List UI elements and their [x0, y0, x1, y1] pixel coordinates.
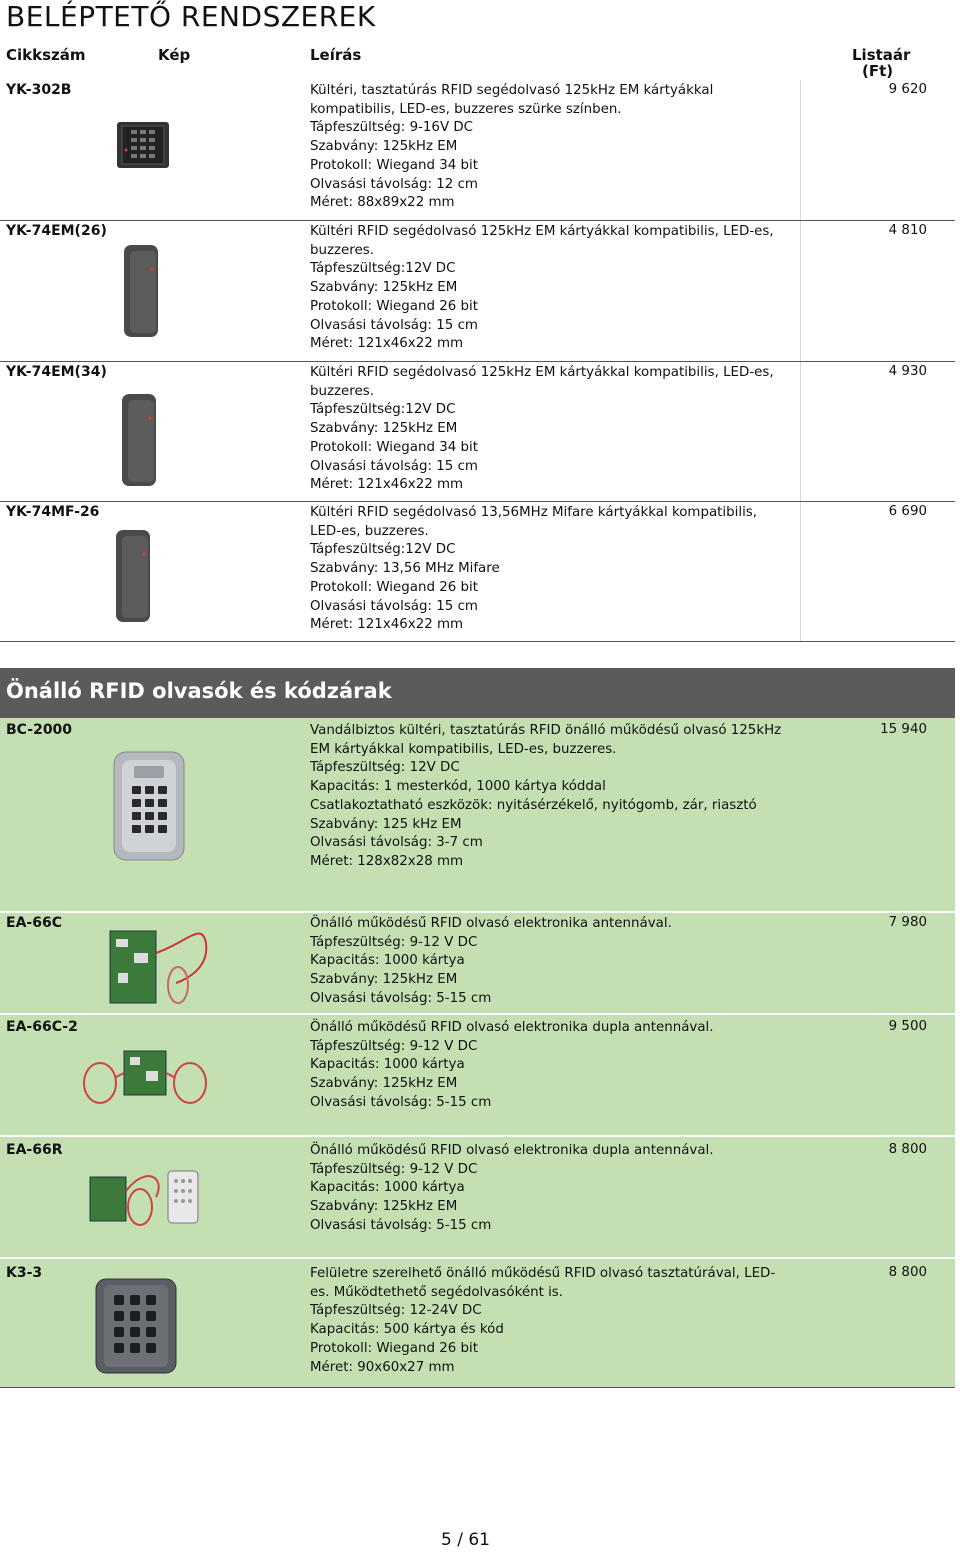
product-description: Önálló működésű RFID olvasó elektronika antennával. Tápfeszültség: 9-12 V DC Kapacitás: 1000 kártya Szabvány: 125kHz EM Olvasási távolság: 5-15 cm — [310, 916, 672, 1006]
product-row-yk-302b — [0, 82, 955, 222]
header-price: Listaár — [852, 46, 911, 64]
row-divider — [0, 641, 955, 642]
product-code: EA-66R — [6, 1142, 63, 1158]
header-description: Leírás — [310, 46, 362, 64]
product-code: YK-74MF-26 — [6, 504, 100, 520]
product-row-ea-66c-2 — [0, 1015, 955, 1135]
product-code: YK-74EM(34) — [6, 364, 107, 380]
keypad-reader-icon — [116, 120, 170, 170]
product-price: 8 800 — [888, 1142, 927, 1157]
row-divider — [0, 361, 955, 362]
product-price: 6 690 — [888, 504, 927, 519]
product-description: Önálló működésű RFID olvasó elektronika dupla antennával. Tápfeszültség: 9-12 V DC Kapacitás: 1000 kártya Szabvány: 125kHz EM Olvasási távolság: 5-15 cm — [310, 1143, 714, 1233]
product-row-ea-66c — [0, 913, 955, 1013]
header-code: Cikkszám — [6, 46, 86, 64]
product-code: YK-74EM(26) — [6, 223, 107, 239]
product-row-yk-74em-26 — [0, 223, 955, 361]
page-title: BELÉPTETŐ RENDSZEREK — [6, 0, 376, 33]
product-row-yk-74mf-26 — [0, 504, 955, 642]
product-price: 4 810 — [888, 223, 927, 238]
product-price: 8 800 — [888, 1265, 927, 1280]
product-description: Felületre szerelhető önálló működésű RFID olvasó tasztatúrával, LED-es. Működtethető segédolvasóként is. Tápfeszültség: 12-24V DC Kapacitás: 500 kártya és kód Protokoll: Wiegand 26 bit Méret: 90x60x27 mm — [310, 1266, 776, 1375]
surface-keypad-icon — [94, 1277, 178, 1375]
circuit-board-remote-icon — [86, 1167, 206, 1231]
page-number: 5 / 61 — [441, 1530, 490, 1550]
row-divider — [0, 501, 955, 502]
product-price: 9 500 — [888, 1019, 927, 1034]
circuit-board-antenna-icon — [106, 923, 212, 1007]
section-header — [0, 668, 955, 718]
product-row-k3-3 — [0, 1259, 955, 1387]
product-row-bc-2000 — [0, 718, 955, 913]
product-price: 15 940 — [880, 722, 927, 737]
product-description: Kültéri RFID segédolvasó 13,56MHz Mifare kártyákkal kompatibilis, LED-es, buzzeres. Tápfeszültség:12V DC Szabvány: 13,56 MHz Mifare Protokoll: Wiegand 26 bit Olvasási távolság: 15 cm Méret: 121x46x22 mm — [310, 505, 758, 633]
product-code: EA-66C-2 — [6, 1019, 78, 1035]
product-description: Kültéri RFID segédolvasó 125kHz EM kártyákkal kompatibilis, LED-es, buzzeres. Tápfeszültség:12V DC Szabvány: 125kHz EM Protokoll: Wiegand 26 bit Olvasási távolság: 15 cm Méret: 121x46x22 mm — [310, 224, 774, 352]
section-title: Önálló RFID olvasók és kódzárak — [6, 679, 392, 703]
metal-keypad-icon — [112, 750, 186, 862]
circuit-board-dual-antenna-icon — [80, 1047, 210, 1111]
product-code: K3-3 — [6, 1265, 43, 1281]
header-image: Kép — [158, 46, 191, 64]
product-description: Kültéri RFID segédolvasó 125kHz EM kártyákkal kompatibilis, LED-es, buzzeres. Tápfeszültség:12V DC Szabvány: 125kHz EM Protokoll: Wiegand 34 bit Olvasási távolság: 15 cm Méret: 121x46x22 mm — [310, 365, 774, 493]
product-code: YK-302B — [6, 82, 72, 98]
product-description: Önálló működésű RFID olvasó elektronika dupla antennával. Tápfeszültség: 9-12 V DC Kapacitás: 1000 kártya Szabvány: 125kHz EM Olvasási távolság: 5-15 cm — [310, 1020, 714, 1110]
slim-reader-icon — [112, 528, 154, 624]
product-description: Kültéri, tasztatúrás RFID segédolvasó 125kHz EM kártyákkal kompatibilis, LED-es, buzzeres szürke színben. Tápfeszültség: 9-16V DC Szabvány: 125kHz EM Protokoll: Wiegand 34 bit Olvasási távolság: 12 cm Méret: 88x89x22 mm — [310, 83, 714, 211]
product-price: 4 930 — [888, 364, 927, 379]
header-price-unit: (Ft) — [862, 62, 894, 80]
slim-reader-icon — [120, 243, 162, 339]
slim-reader-icon — [118, 392, 160, 488]
row-divider — [0, 220, 955, 221]
product-description: Vandálbiztos kültéri, tasztatúrás RFID önálló működésű olvasó 125kHz EM kártyákkal kompatibilis, LED-es, buzzeres. Tápfeszültség: 12V DC Kapacitás: 1 mesterkód, 1000 kártya kóddal Csatlakoztatható eszközök: nyitásérzékelő, nyitógomb, zár, riasztó Szabvány: 125 kHz EM Olvasási távolság: 3-7 cm Méret: 128x82x28 mm — [310, 723, 782, 869]
product-code: BC-2000 — [6, 722, 73, 738]
product-row-ea-66r — [0, 1137, 955, 1257]
product-price: 7 980 — [888, 915, 927, 930]
product-code: EA-66C — [6, 915, 62, 931]
row-divider — [0, 1387, 955, 1388]
product-price: 9 620 — [888, 82, 927, 97]
product-row-yk-74em-34 — [0, 364, 955, 502]
